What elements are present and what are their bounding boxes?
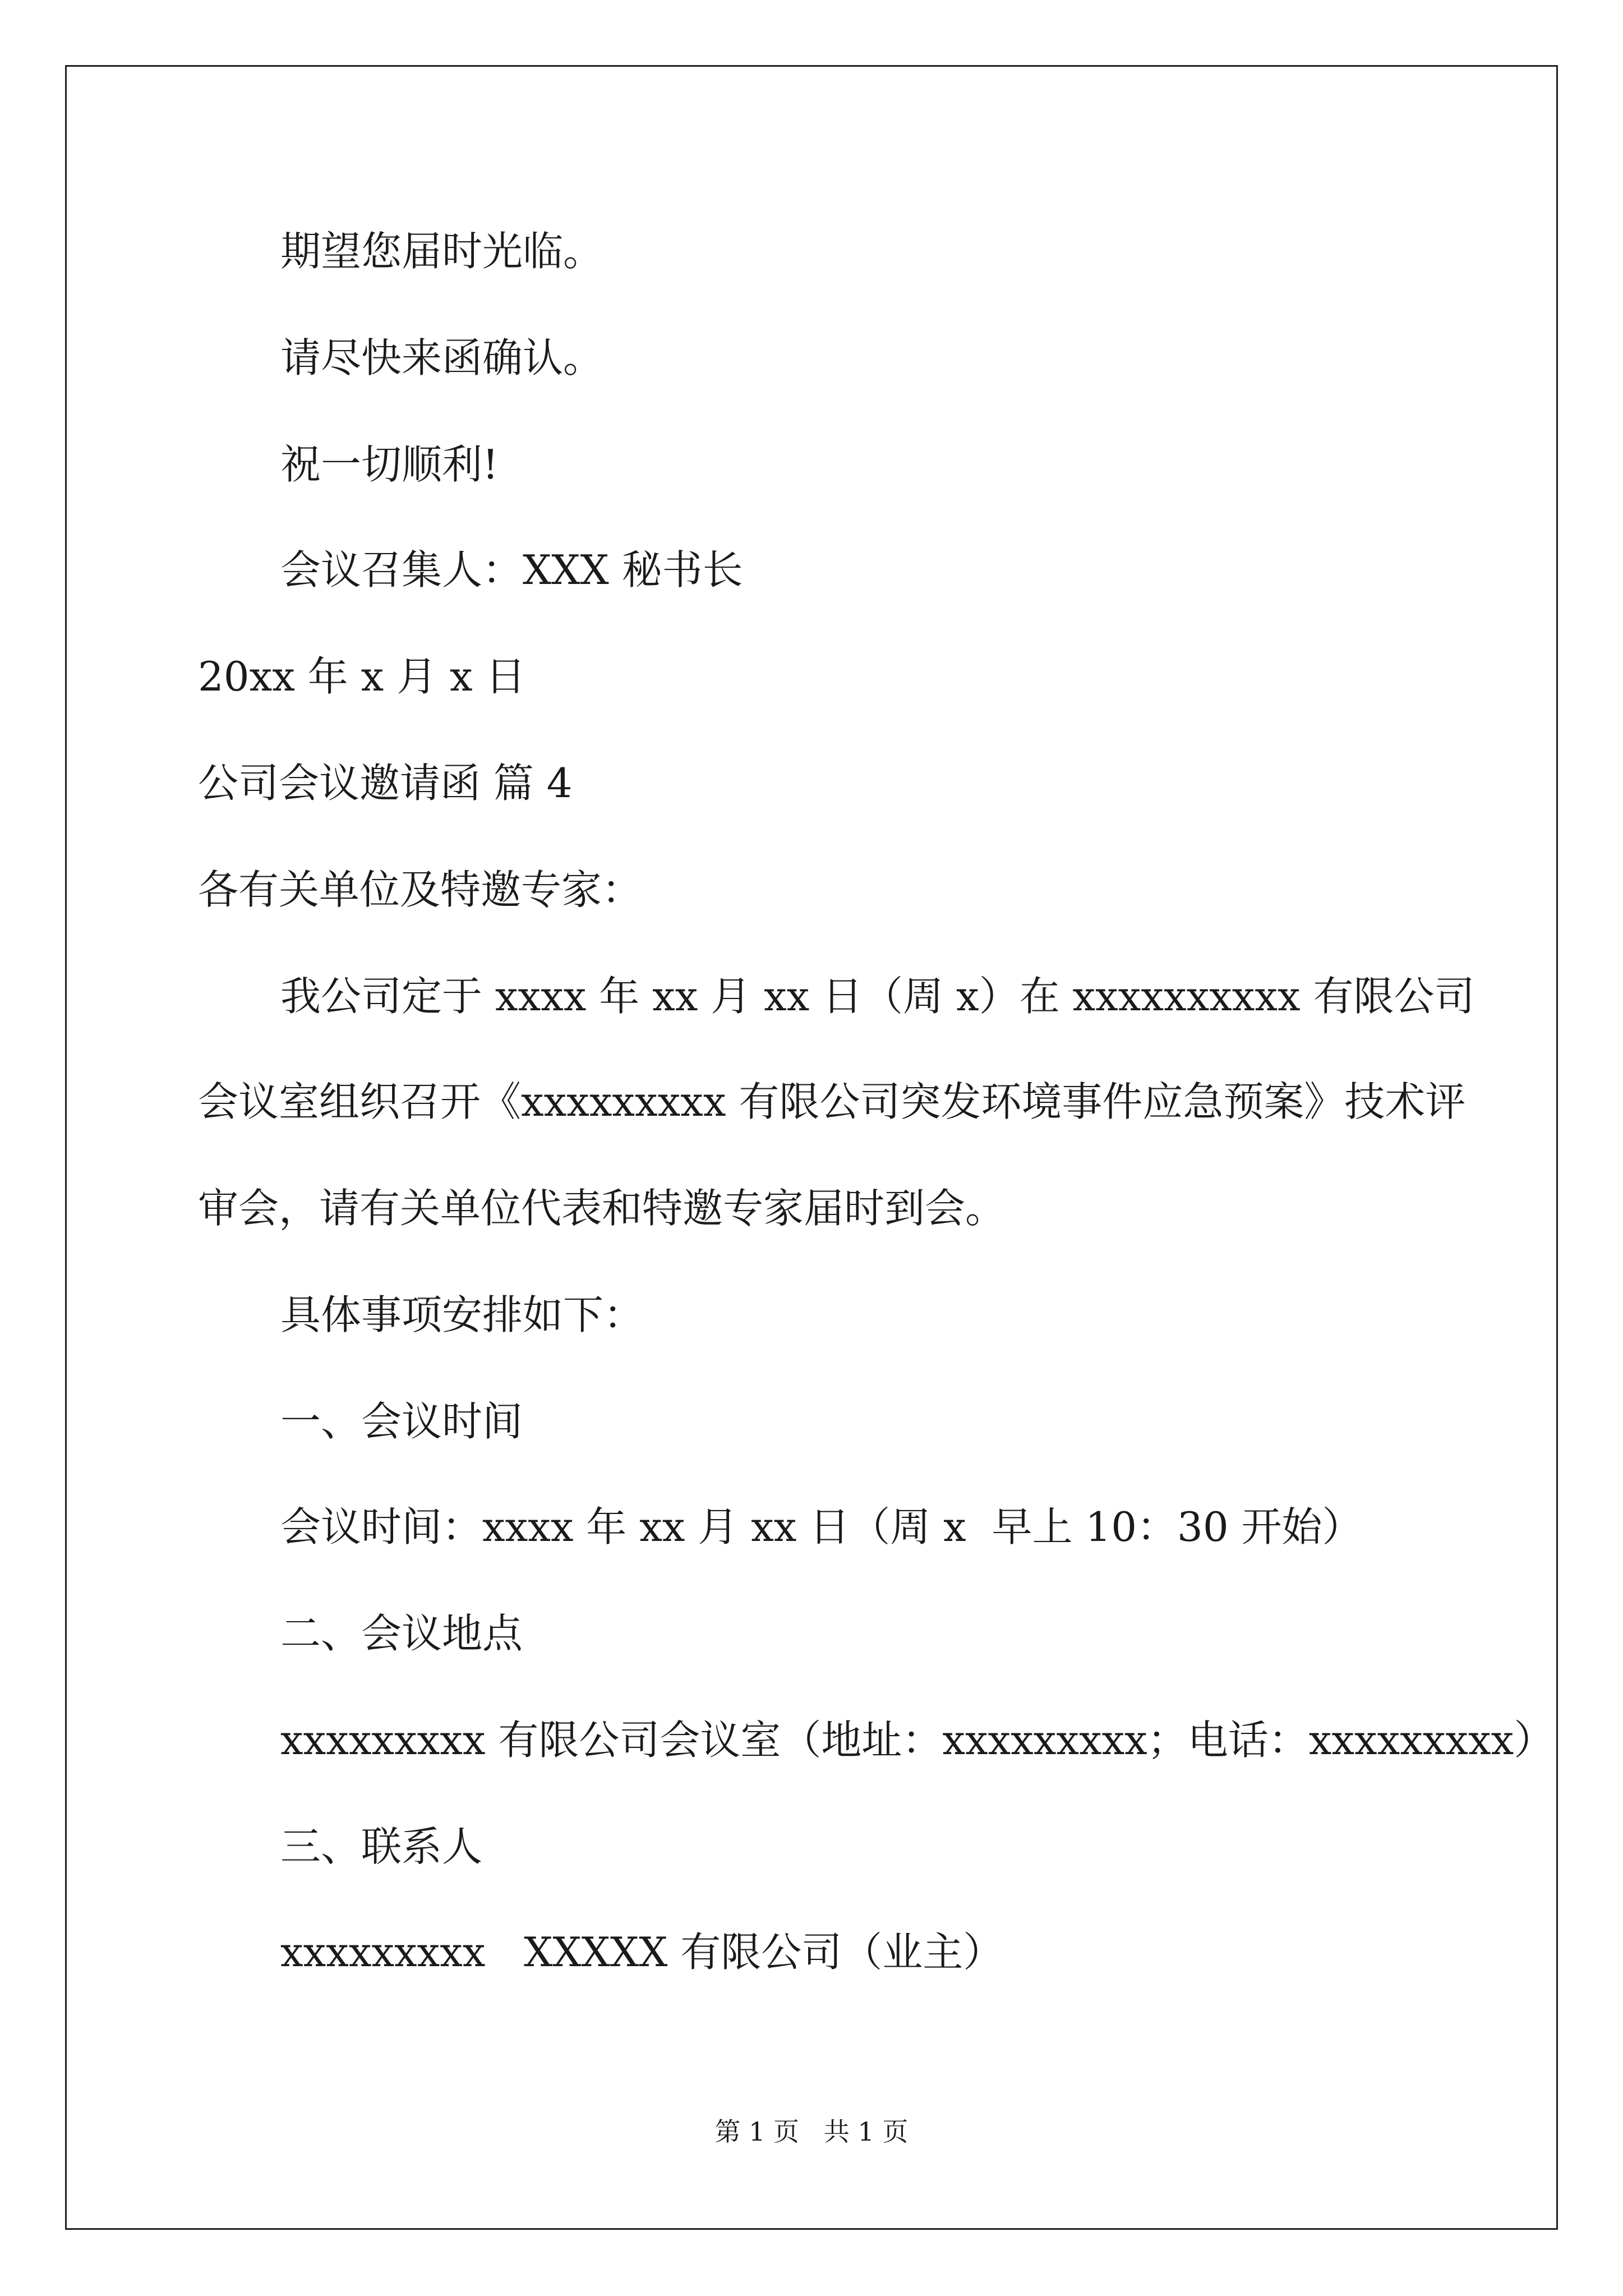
heading-contact: 三、联系人: [280, 1823, 483, 1870]
heading-meeting-time: 一、会议时间: [280, 1398, 523, 1445]
meeting-time-detail: 会议时间：xxxx 年 xx 月 xx 日（周 x 早上 10：30 开始）: [280, 1503, 1363, 1550]
convener-line: 会议召集人：XXX 秘书长: [280, 546, 743, 593]
body-paragraph-line-3: 审会，请有关单位代表和特邀专家届时到会。: [198, 1185, 1006, 1232]
date-line: 20xx 年 x 月 x 日: [198, 653, 526, 700]
closing-line-1: 期望您届时光临。: [280, 228, 604, 275]
contact-detail: xxxxxxxxx XXXXX 有限公司（业主）: [280, 1929, 1004, 1976]
section-title: 公司会议邀请函 篇 4: [198, 760, 573, 807]
salutation: 各有关单位及特邀专家：: [198, 866, 643, 913]
closing-line-3: 祝一切顺利!: [280, 441, 499, 488]
heading-meeting-place: 二、会议地点: [280, 1610, 523, 1657]
page-number-footer: 第 1 页 共 1 页: [714, 2116, 909, 2147]
meeting-place-detail: xxxxxxxxx 有限公司会议室（地址：xxxxxxxxx；电话：xxxxxxxxx）: [280, 1717, 1555, 1764]
closing-line-2: 请尽快来函确认。: [280, 334, 604, 381]
body-paragraph-line-1: 我公司定于 xxxx 年 xx 月 xx 日（周 x）在 xxxxxxxxxx 有限公司: [280, 973, 1475, 1020]
arrangement-intro: 具体事项安排如下：: [280, 1291, 644, 1338]
body-paragraph-line-2: 会议室组织召开《xxxxxxxxx 有限公司突发环境事件应急预案》技术评: [198, 1078, 1466, 1125]
page-border: [65, 65, 1558, 2230]
